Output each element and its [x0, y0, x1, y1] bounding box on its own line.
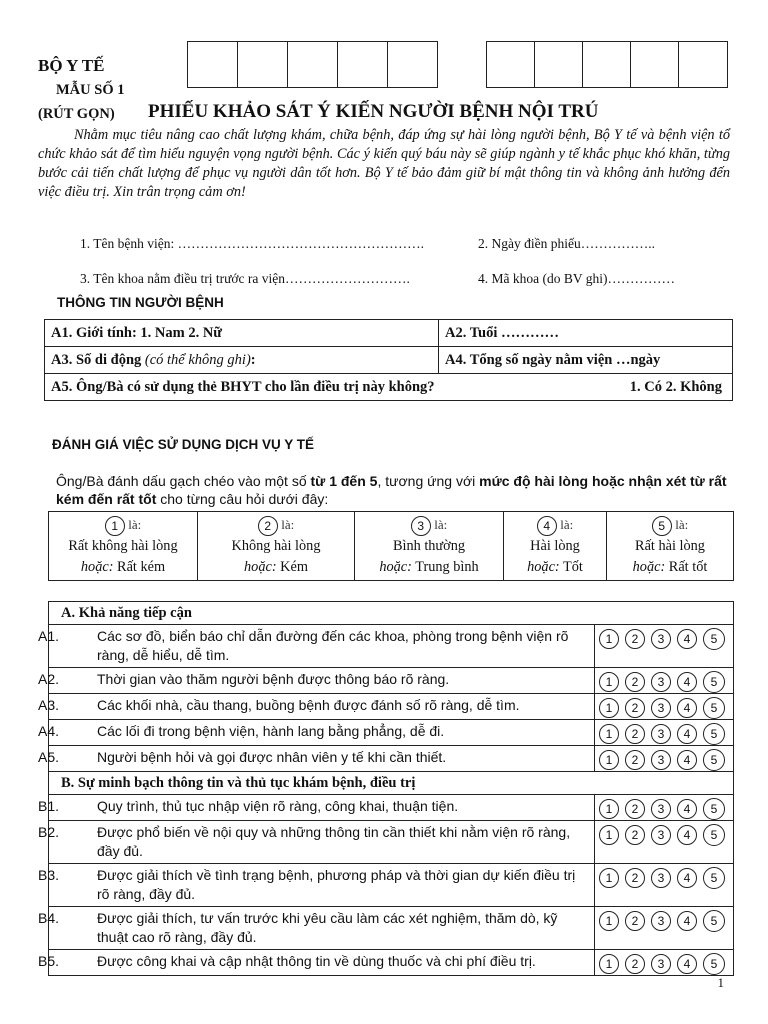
question-text: Các khối nhà, cầu thang, buồng bệnh được đánh số rõ ràng, dễ tìm.	[97, 697, 520, 713]
question-text: Thời gian vào thăm người bệnh được thông báo rõ ràng.	[97, 671, 450, 687]
scale-4: 4 là: Hài lòng hoặc: Tốt	[504, 512, 607, 581]
scale-5: 5 là: Rất hài lòng hoặc: Rất tốt	[607, 512, 734, 581]
questions-table	[38, 601, 734, 976]
score-options[interactable]: 1 2 3 4 5	[595, 694, 734, 720]
stay-days-field[interactable]: A4. Tổng số ngày nằm viện …ngày	[439, 347, 733, 374]
scale-1: 1 là: Rất không hài lòng hoặc: Rất kém	[49, 512, 198, 581]
table-row: B5. Được công khai và cập nhật thông tin về dùng thuốc và chi phí điều trị. 1 2 3 4 5	[49, 950, 734, 976]
evaluation-heading: ĐÁNH GIÁ VIỆC SỬ DỤNG DỊCH VỤ Y TẾ	[52, 437, 314, 452]
table-row: A2. Thời gian vào thăm người bệnh được thông báo rõ ràng. 1 2 3 4 5	[49, 668, 734, 694]
intro-paragraph: Nhằm mục tiêu nâng cao chất lượng khám, chữa bệnh, đáp ứng sự hài lòng người bệnh, Bộ Y tế và bệnh viện tổ chức khảo sát để tìm hiểu nguyện vọng người bệnh. Các ý kiến quý báu này sẽ giúp ngành y tế khắc phục khó khăn, từng bước cải tiến chất lượng để phục vụ người dân tốt hơn. Bộ Y tế bảo đảm giữ bí mật thông tin và không ảnh hưởng đến việc điều trị. Xin trân trọng cảm ơn!	[38, 127, 730, 200]
page-number: 1	[717, 975, 724, 990]
question-text: Các sơ đồ, biển báo chỉ dẫn đường đến các khoa, phòng trong bệnh viện rõ ràng, dễ hiểu, dễ tìm.	[97, 628, 569, 663]
table-row: B2. Được phổ biến về nội quy và những thông tin cần thiết khi nằm viện rõ ràng, đầy đủ. 1 2 3 4 5	[49, 821, 734, 864]
age-field[interactable]: A2. Tuổi …………	[439, 320, 733, 347]
score-options[interactable]: 1 2 3 4 5	[595, 907, 734, 950]
question-text: Các lối đi trong bệnh viện, hành lang bằng phẳng, dễ đi.	[97, 723, 445, 739]
gender-field[interactable]: A1. Giới tính: 1. Nam 2. Nữ	[45, 320, 439, 347]
patient-info-table	[44, 319, 733, 401]
scale-2: 2 là: Không hài lòng hoặc: Kém	[198, 512, 355, 581]
section-b-title: B. Sự minh bạch thông tin và thủ tục khám bệnh, điều trị	[49, 772, 734, 795]
short-version-label: (RÚT GỌN)	[38, 106, 115, 122]
evaluation-instructions: Ông/Bà đánh dấu gạch chéo vào một số từ 1 đến 5, tương ứng với mức độ hài lòng hoặc nhận xét từ rất kém đến rất tốt cho từng câu hỏi dưới đây:	[56, 473, 727, 507]
table-row: A1. Các sơ đồ, biển báo chỉ dẫn đường đến các khoa, phòng trong bệnh viện rõ ràng, dễ hiểu, dễ tìm. 1 2 3 4 5	[49, 625, 734, 668]
fill-date-field[interactable]: 2. Ngày điền phiếu……………..	[478, 236, 655, 251]
page-title: PHIẾU KHẢO SÁT Ý KIẾN NGƯỜI BỆNH NỘI TRÚ	[148, 101, 599, 122]
table-row: A4. Các lối đi trong bệnh viện, hành lang bằng phẳng, dễ đi. 1 2 3 4 5	[49, 720, 734, 746]
section-a-title: A. Khả năng tiếp cận	[49, 602, 734, 625]
form-number: MẪU SỐ 1	[56, 82, 125, 98]
hospital-name-field[interactable]: 1. Tên bệnh viện: ……………………………………………….	[80, 236, 424, 251]
table-row: A3. Các khối nhà, cầu thang, buồng bệnh được đánh số rõ ràng, dễ tìm. 1 2 3 4 5	[49, 694, 734, 720]
score-options[interactable]: 1 2 3 4 5	[595, 864, 734, 907]
phone-label: A3. Số di động	[51, 351, 145, 368]
question-text: Được giải thích, tư vấn trước khi yêu cầu làm các xét nghiệm, thăm dò, kỹ thuật cao rõ ràng, đầy đủ.	[97, 910, 558, 945]
phone-field[interactable]	[45, 347, 439, 374]
score-options[interactable]: 1 2 3 4 5	[595, 746, 734, 772]
rating-scale-table	[48, 511, 734, 581]
score-options[interactable]: 1 2 3 4 5	[595, 625, 734, 668]
phone-colon: :	[250, 351, 256, 368]
score-options[interactable]: 1 2 3 4 5	[595, 795, 734, 821]
department-code-field[interactable]: 4. Mã khoa (do BV ghi)……………	[478, 271, 675, 286]
score-options[interactable]: 1 2 3 4 5	[595, 950, 734, 976]
question-text: Quy trình, thủ tục nhập viện rõ ràng, công khai, thuận tiện.	[97, 798, 459, 814]
question-text: Được công khai và cập nhật thông tin về dùng thuốc và chi phí điều trị.	[97, 953, 536, 969]
table-row: B3. Được giải thích về tình trạng bệnh, phương pháp và thời gian dự kiến điều trị rõ ràng, đầy đủ. 1 2 3 4 5	[49, 864, 734, 907]
insurance-options[interactable]: 1. Có 2. Không	[629, 378, 722, 395]
department-field[interactable]: 3. Tên khoa nằm điều trị trước ra viện……………………….	[80, 271, 410, 286]
form-code-boxes[interactable]	[486, 41, 728, 88]
score-options[interactable]: 1 2 3 4 5	[595, 821, 734, 864]
insurance-question[interactable]	[45, 374, 733, 401]
phone-note: (có thể không ghi)	[144, 351, 251, 368]
table-row: B4. Được giải thích, tư vấn trước khi yêu cầu làm các xét nghiệm, thăm dò, kỹ thuật cao rõ ràng, đầy đủ. 1 2 3 4 5	[49, 907, 734, 950]
table-row: B1. Quy trình, thủ tục nhập viện rõ ràng, công khai, thuận tiện. 1 2 3 4 5	[49, 795, 734, 821]
scale-3: 3 là: Bình thường hoặc: Trung bình	[355, 512, 504, 581]
score-options[interactable]: 1 2 3 4 5	[595, 720, 734, 746]
question-text: Được phổ biến về nội quy và những thông tin cần thiết khi nằm viện rõ ràng, đầy đủ.	[97, 824, 571, 859]
score-options[interactable]: 1 2 3 4 5	[595, 668, 734, 694]
question-text: Người bệnh hỏi và gọi được nhân viên y tế khi cần thiết.	[97, 749, 447, 765]
ministry-name: BỘ Y TẾ	[38, 56, 105, 75]
question-text: Được giải thích về tình trạng bệnh, phương pháp và thời gian dự kiến điều trị rõ ràng, đầy đủ.	[97, 867, 576, 902]
insurance-label: A5. Ông/Bà có sử dụng thẻ BHYT cho lần điều trị này không?	[51, 378, 435, 395]
hospital-code-boxes[interactable]	[187, 41, 438, 88]
table-row: A5. Người bệnh hỏi và gọi được nhân viên y tế khi cần thiết. 1 2 3 4 5	[49, 746, 734, 772]
patient-info-heading: THÔNG TIN NGƯỜI BỆNH	[57, 295, 224, 310]
